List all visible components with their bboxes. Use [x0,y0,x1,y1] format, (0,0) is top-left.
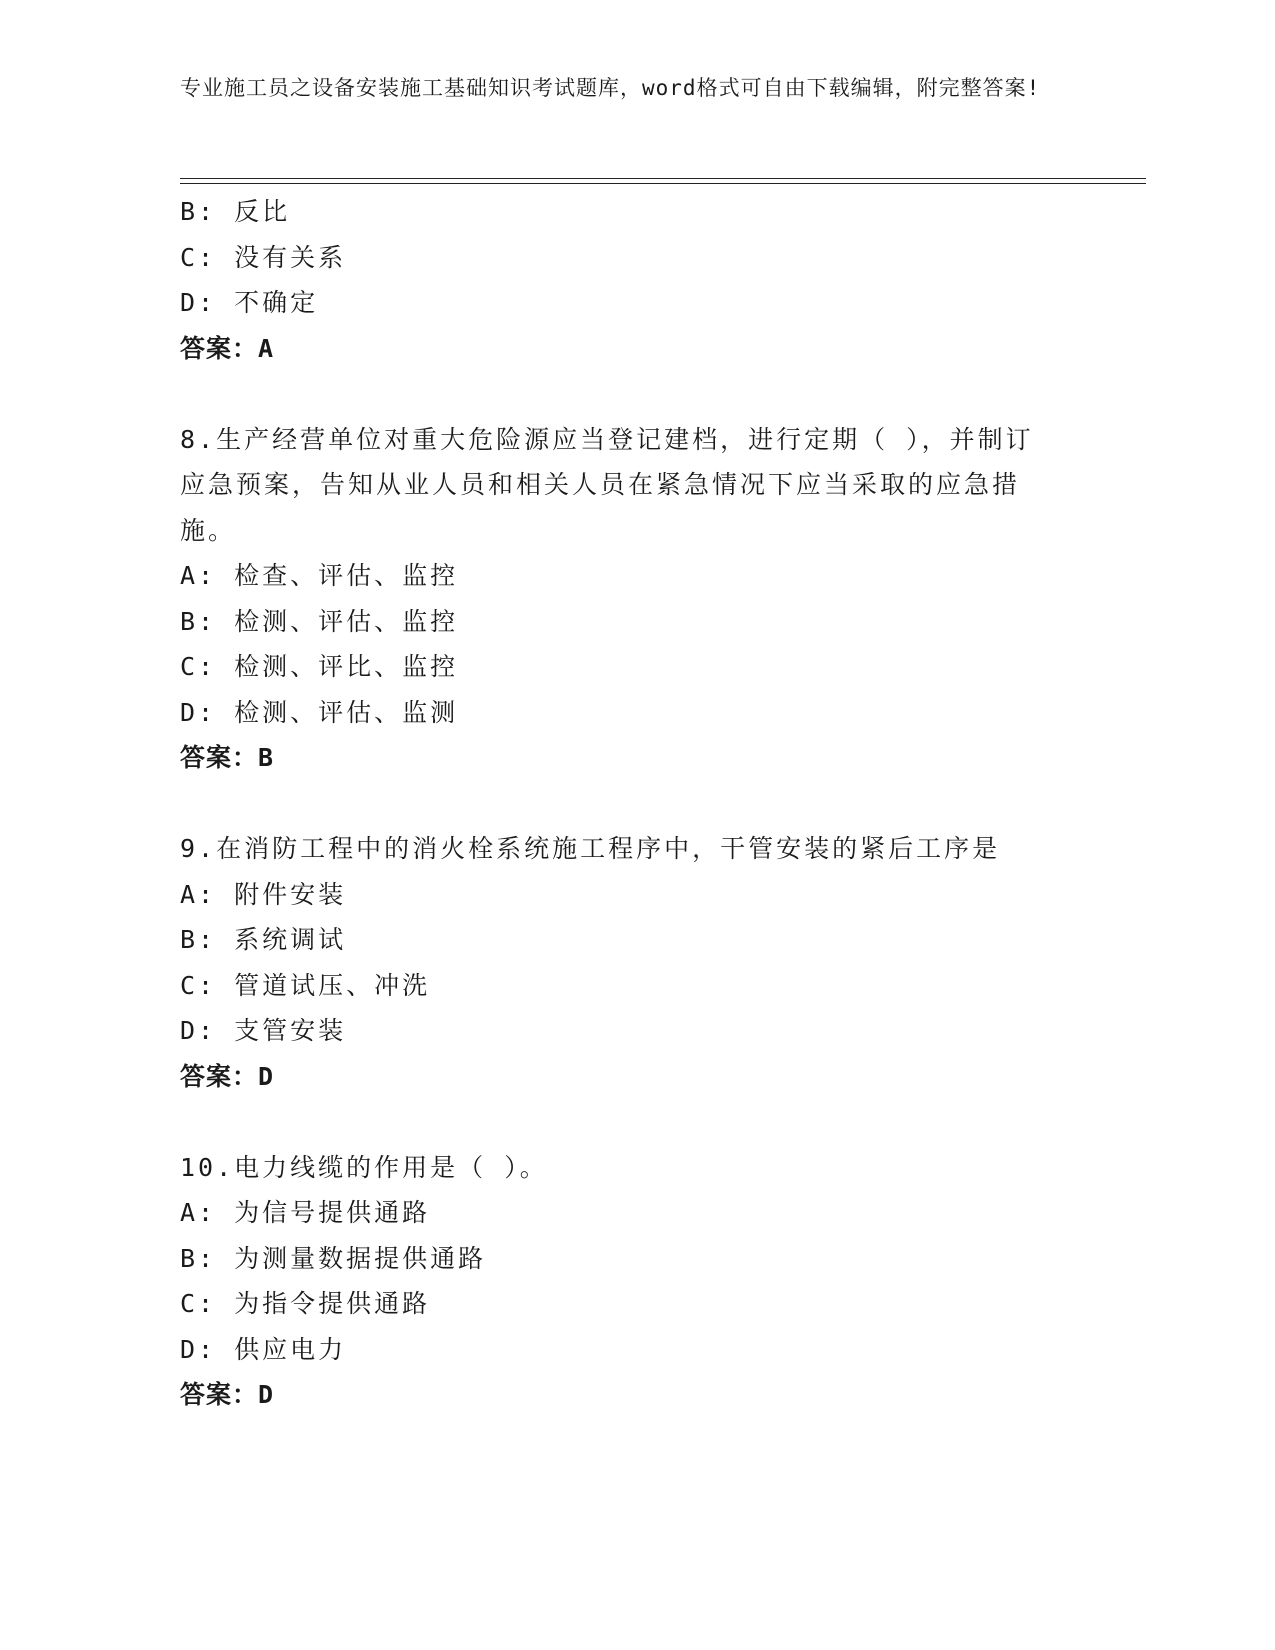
question-block-9 [180,826,1080,1099]
answer-line: 答案：D [180,1380,275,1409]
option-b: B: 检测、评估、监控 [180,606,459,636]
option-b: B: 为测量数据提供通路 [180,1243,487,1273]
question-spacer [180,781,1080,827]
answer-line: 答案：A [180,333,275,363]
question-spacer [180,371,1080,417]
option-d: D: 供应电力 [180,1334,347,1364]
answer-line: 答案：B [180,743,275,772]
question-stem-line: 施。 [180,515,237,545]
answer-line: 答案：D [180,1061,275,1091]
page-header [180,72,1050,104]
question-stem-line: 应急预案，告知从业人员和相关人员在紧急情况下应当采取的应急措 [180,470,1021,499]
question-content [180,189,1080,1418]
option-d: D: 不确定 [180,288,319,317]
question-spacer [180,1099,1080,1145]
header-rule-bottom [180,183,1146,184]
question-stem-line: 9.在消防工程中的消火栓系统施工程序中，干管安装的紧后工序是 [180,834,1001,863]
option-a: A: 附件安装 [180,879,347,909]
option-c: C: 管道试压、冲洗 [180,970,431,1000]
option-c: C: 没有关系 [180,242,347,272]
option-a: A: 为信号提供通路 [180,1198,431,1227]
option-b: B: 反比 [180,197,291,226]
option-d: D: 支管安装 [180,1016,347,1045]
option-c: C: 检测、评比、监控 [180,652,459,681]
question-block-8 [180,417,1080,781]
question-stem-line: 8.生产经营单位对重大危险源应当登记建档，进行定期（ ），并制订 [180,424,1034,454]
header-title: 专业施工员之设备安装施工基础知识考试题库，word格式可自由下载编辑，附完整答案! [180,76,1041,100]
header-rule-top [180,178,1146,179]
option-a: A: 检查、评估、监控 [180,561,459,590]
question-stem-line: 10.电力线缆的作用是（ ）。 [180,1152,548,1182]
option-b: B: 系统调试 [180,925,347,954]
question-block-10 [180,1145,1080,1418]
option-d: D: 检测、评估、监测 [180,697,459,727]
previous-question-block [180,189,1080,371]
option-c: C: 为指令提供通路 [180,1289,431,1318]
